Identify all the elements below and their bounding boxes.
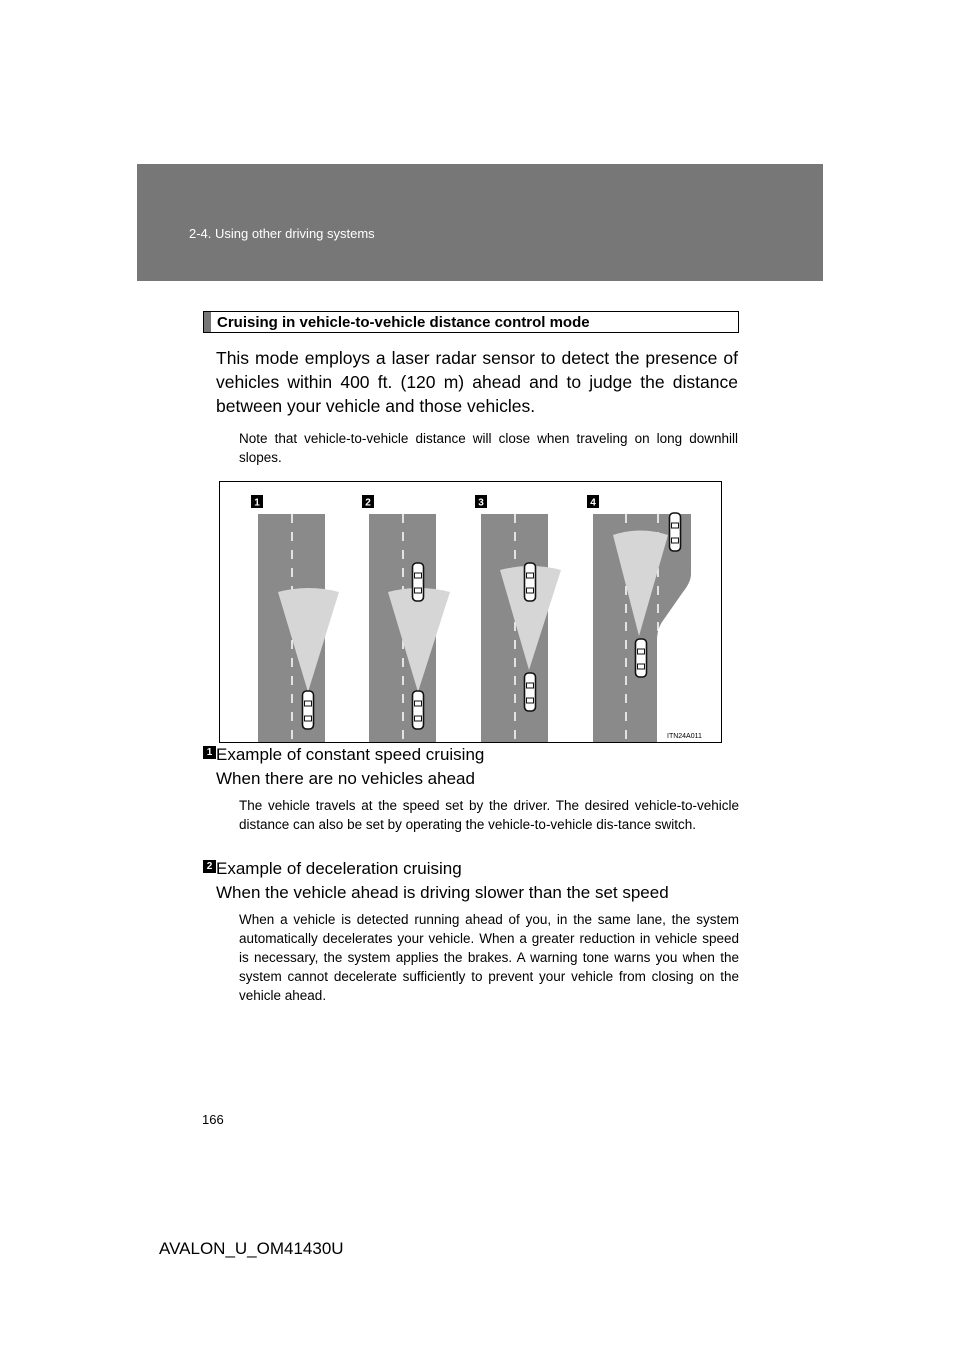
section-breadcrumb: 2-4. Using other driving systems — [189, 226, 375, 241]
panel-1 — [251, 495, 339, 742]
car-icon — [525, 673, 536, 711]
heading-accent-bar — [204, 312, 211, 332]
item-subtitle: When there are no vehicles ahead — [216, 769, 475, 788]
item-description: When a vehicle is detected running ahead of you, in the same lane, the system automatically decelerates your vehicle. When a greater reduction in vehicle speed is necessary, the system applies the brakes. A warning tone warns you when the system cannot decelerate sufficiently to prevent your vehicle from closing on the vehicle ahead. — [239, 912, 739, 1003]
svg-text:3: 3 — [478, 497, 484, 509]
radar-illustration — [219, 481, 722, 743]
item-subtitle: When the vehicle ahead is driving slower than the set speed — [216, 883, 669, 902]
svg-text:1: 1 — [254, 497, 260, 509]
svg-text:4: 4 — [590, 497, 596, 509]
item-description: The vehicle travels at the speed set by the driver. The desired vehicle-to-vehicle distance can also be set by operating the vehicle-to-vehicle dis-tance switch. — [239, 798, 739, 832]
car-icon — [413, 563, 424, 601]
page-number: 166 — [202, 1112, 224, 1127]
panel-4 — [587, 495, 691, 742]
item-title: Example of deceleration cruising — [216, 859, 462, 878]
note-paragraph: Note that vehicle-to-vehicle distance will close when traveling on long downhill slopes. — [239, 431, 738, 465]
car-icon — [303, 691, 314, 729]
car-icon — [670, 513, 681, 551]
section-heading-box — [203, 311, 739, 333]
radar-diagram — [220, 482, 721, 742]
section-heading: Cruising in vehicle-to-vehicle distance control mode — [217, 314, 590, 331]
header-bar — [137, 164, 823, 281]
panel-3 — [475, 495, 561, 742]
car-icon — [636, 639, 647, 677]
intro-paragraph: This mode employs a laser radar sensor to detect the presence of vehicles within 400 ft. (120 m) ahead and to judge the distance between your vehicle and those vehicles. — [216, 348, 738, 416]
car-icon — [525, 563, 536, 601]
svg-text:2: 2 — [365, 497, 371, 509]
car-icon — [413, 691, 424, 729]
item-title: Example of constant speed cruising — [216, 745, 485, 764]
item-number-badge: 2 — [203, 860, 216, 873]
figure-code: ITN24A011 — [667, 733, 702, 740]
panel-2 — [362, 495, 450, 742]
item-number-badge: 1 — [203, 746, 216, 759]
document-code: AVALON_U_OM41430U — [159, 1239, 344, 1258]
